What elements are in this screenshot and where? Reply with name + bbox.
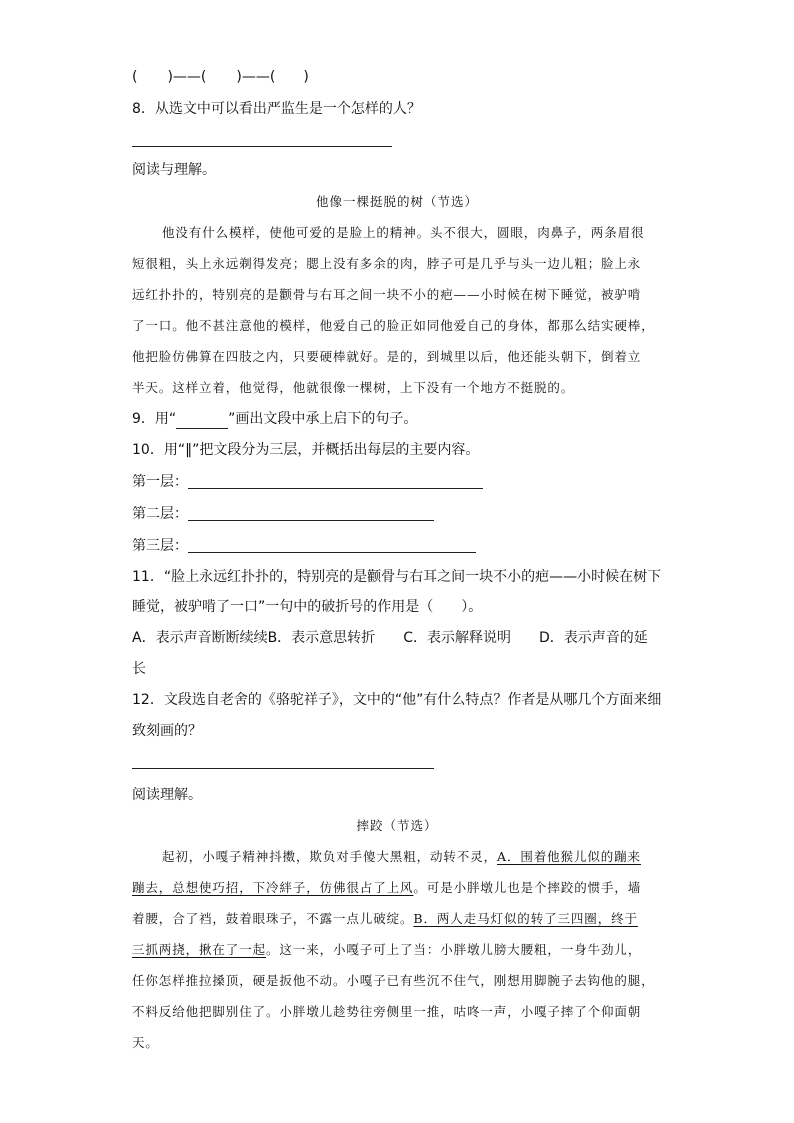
question-10: 10．用“‖”把文段分为三层，并概括出每层的主要内容。 xyxy=(132,442,480,458)
answer-line-layer-2[interactable] xyxy=(188,520,434,521)
underlined-sentence-b: B．两人走马灯似的转了三四圈，终于 xyxy=(413,911,638,926)
passage-2-line: 天。 xyxy=(132,1035,159,1050)
question-9-pre: 9．用“ xyxy=(132,411,177,427)
answer-line-q8[interactable] xyxy=(132,146,392,147)
passage-1-title: 他像一棵挺脱的树（节选） xyxy=(315,194,478,209)
question-12-line-2: 致刻画的？ xyxy=(132,723,202,739)
answer-line-layer-1[interactable] xyxy=(188,488,483,489)
layer-1-label: 第一层： xyxy=(132,474,188,490)
chain-link-1: )——( xyxy=(167,69,207,85)
section-heading-1: 阅读与理解。 xyxy=(132,162,216,178)
chain-close: ) xyxy=(303,69,309,85)
question-11-line-1: 11．“脸上永远红扑扑的，特别亮的是颧骨与右耳之间一块不小的疤——小时候在树下 xyxy=(132,569,662,585)
chain-link-2: )——( xyxy=(236,69,276,85)
answer-line-q12[interactable] xyxy=(132,768,434,769)
passage-2-line xyxy=(132,878,641,898)
passage-2-line xyxy=(162,847,641,867)
question-12-line-1: 12．文段选自老舍的《骆驼祥子》，文中的“他”有什么特点？作者是从哪几个方面来细 xyxy=(132,692,662,708)
section-heading-2: 阅读理解。 xyxy=(132,787,202,803)
option-b[interactable]: B．表示意思转折 xyxy=(267,630,376,646)
layer-3-label: 第三层： xyxy=(132,538,188,554)
passage-2-text: 。这一来，小嘎子可上了当：小胖墩儿膀大腰粗，一身牛劲儿， xyxy=(266,942,642,957)
passage-1-line: 半天。这样立着，他觉得，他就很像一棵树，上下没有一个地方不挺脱的。 xyxy=(132,380,575,395)
question-11-line-2: 睡觉，被驴啃了一口”一句中的破折号的作用是（ ）。 xyxy=(132,599,483,615)
question-8: 8．从选文中可以看出严监生是一个怎样的人？ xyxy=(132,101,421,117)
question-11-options xyxy=(132,628,648,648)
question-9 xyxy=(132,409,417,429)
option-c[interactable]: C．表示解释说明 xyxy=(403,630,511,646)
passage-2-line xyxy=(132,940,641,960)
answer-line-layer-3[interactable] xyxy=(188,552,476,553)
underline-sample xyxy=(176,413,228,429)
underlined-sentence-a-cont: 蹦去，总想使巧招，下冷絆子，仿佛很占了上风 xyxy=(132,880,414,895)
passage-1-line: 他没有什么模样，使他可爱的是脸上的精神。头不很大，圆眼，肉鼻子，两条眉很 xyxy=(162,225,645,240)
option-a[interactable]: A．表示声音断断续续 xyxy=(132,630,268,646)
passage-2-text: 。可是小胖墩儿也是个摔跤的惯手，墙 xyxy=(413,880,642,895)
passage-1-line: 了一口。他不甚注意他的模样，他爱自己的脸正如同他爱自己的身体，都那么结实硬棒， xyxy=(132,318,655,333)
question-9-post: ”画出文段中承上启下的句子。 xyxy=(228,411,418,427)
option-d[interactable]: D．表示声音的延 xyxy=(538,630,648,646)
underlined-sentence-b-cont: 三抓两挠，揪在了一起 xyxy=(132,942,267,957)
passage-2-text: 着腰，合了裆，鼓着眼珠子，不露一点儿破绽。 xyxy=(132,911,414,926)
passage-2-line: 任你怎样推拉搡顶，硬是扳他不动。小嘎子已有些沉不住气，刚想用脚腕子去钩他的腿， xyxy=(132,973,655,988)
passage-2-line xyxy=(132,909,638,929)
passage-2-line: 不料反给他把脚别住了。小胖墩儿趁势往旁侧里一推，咕咚一声，小嘎子摔了个仰面朝 xyxy=(132,1004,642,1019)
passage-2-text: 起初，小嘎子精神抖擞，欺负对手傻大黑粗，动转不灵， xyxy=(162,849,498,864)
layer-2-label: 第二层： xyxy=(132,506,188,522)
passage-1-line: 他把脸仿佛算在四肢之内，只要硬棒就好。是的，到城里以后，他还能头朝下，倒着立 xyxy=(132,349,642,364)
passage-2-title: 摔跤（节选） xyxy=(356,818,438,833)
sequence-chain xyxy=(132,67,309,87)
chain-open: ( xyxy=(132,69,138,85)
underlined-sentence-a: A．围着他猴儿似的蹦来 xyxy=(497,849,641,864)
passage-1-line: 短很粗，头上永远剃得发亮；腮上没有多余的肉，脖子可是几乎与头一边儿粗；脸上永 xyxy=(132,256,642,271)
option-d-continuation: 长 xyxy=(132,661,146,677)
passage-1-line: 远红扑扑的，特别亮的是颧骨与右耳之间一块不小的疤——小时候在树下睡觉，被驴啃 xyxy=(132,287,642,302)
